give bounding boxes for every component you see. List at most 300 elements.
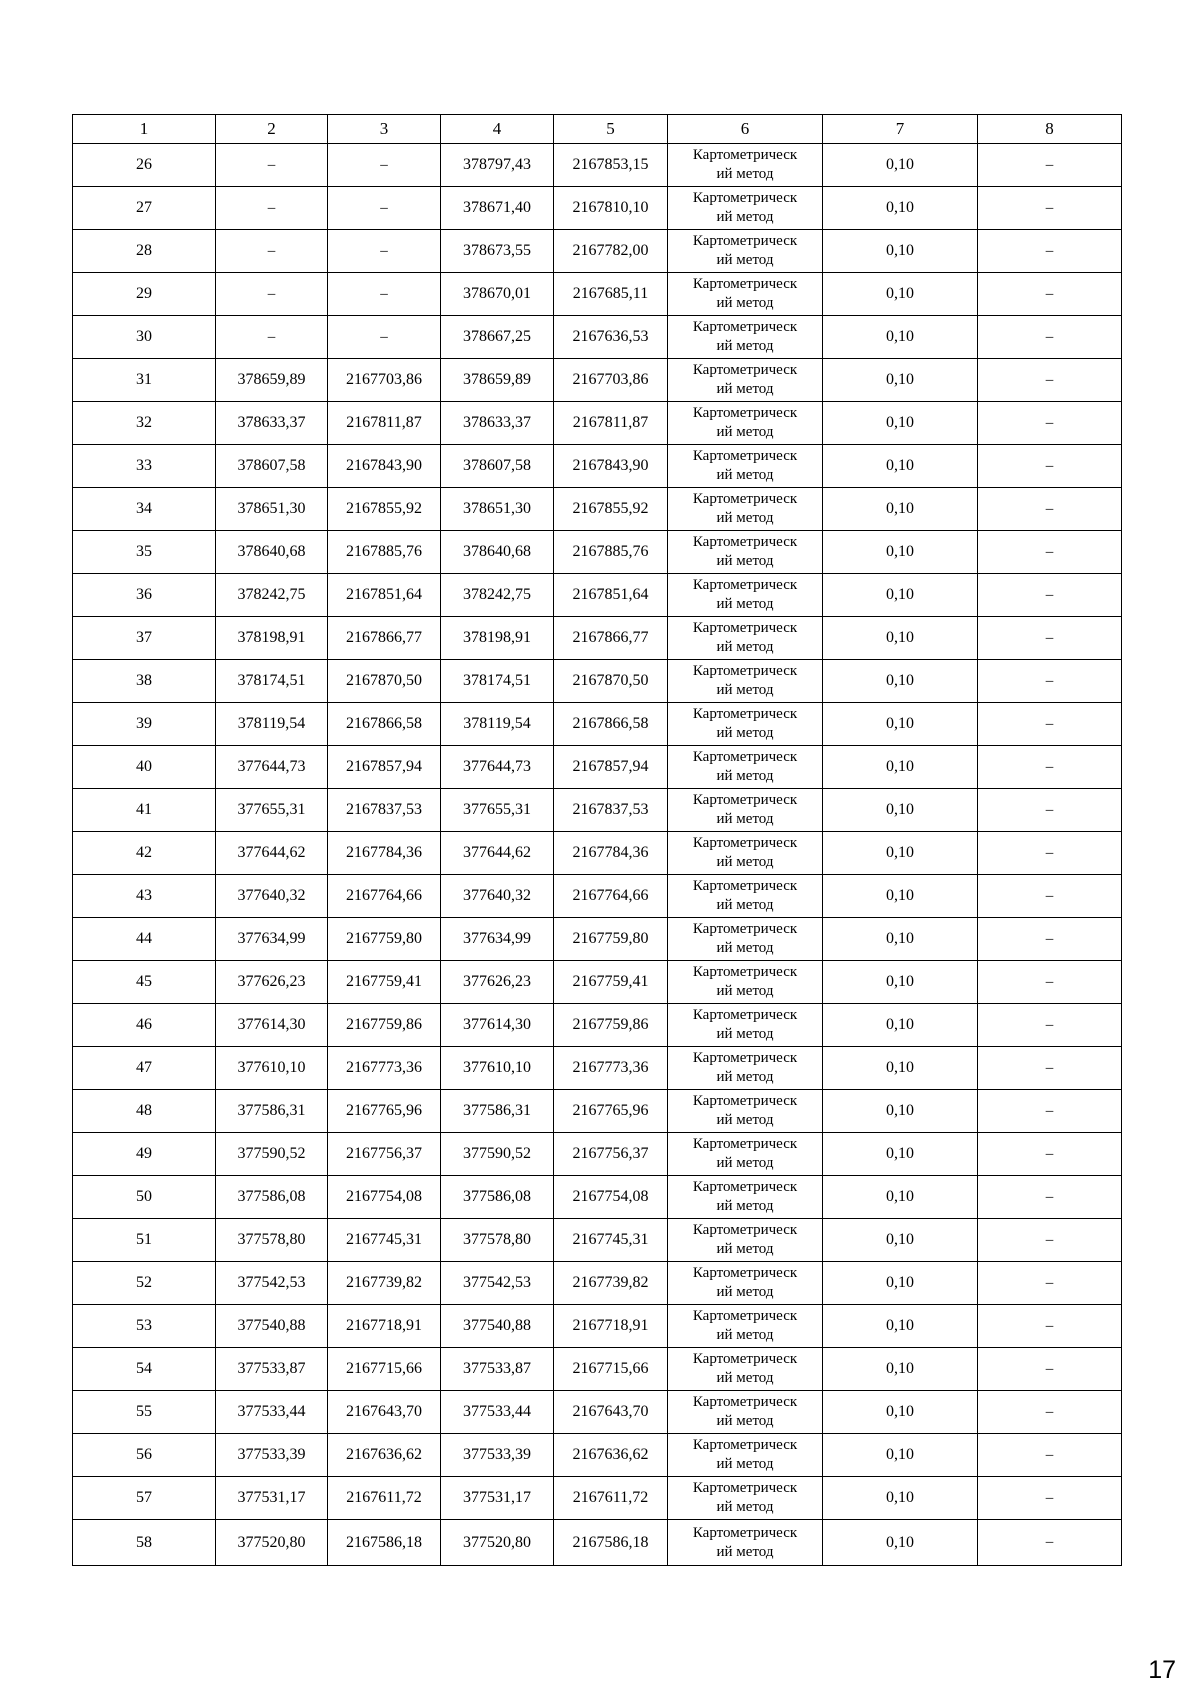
method-line-1: Картометрическ — [692, 1480, 798, 1496]
table-row — [73, 273, 1122, 316]
old-x-cell: 377520,80 — [216, 1520, 328, 1566]
new-y-cell: 2167715,66 — [554, 1348, 668, 1391]
precision-cell: 0,10 — [823, 273, 978, 316]
old-y-cell: 2167811,87 — [328, 402, 441, 445]
method-line-1: Картометрическ — [692, 1050, 798, 1066]
point-number-cell: 56 — [73, 1434, 216, 1477]
point-number-cell: 30 — [73, 316, 216, 359]
point-number-cell: 48 — [73, 1090, 216, 1133]
old-y-cell: 2167866,77 — [328, 617, 441, 660]
old-x-cell: – — [216, 230, 328, 273]
new-x-cell: 378670,01 — [441, 273, 554, 316]
column-header-6: 6 — [668, 115, 823, 144]
new-x-cell: 377610,10 — [441, 1047, 554, 1090]
new-y-cell: 2167703,86 — [554, 359, 668, 402]
old-x-cell: 378659,89 — [216, 359, 328, 402]
precision-cell: 0,10 — [823, 789, 978, 832]
table-row — [73, 531, 1122, 574]
method-cell — [668, 703, 823, 746]
method-line-2: ий метод — [716, 338, 774, 354]
new-y-cell: 2167745,31 — [554, 1219, 668, 1262]
point-number-cell: 37 — [73, 617, 216, 660]
point-number-cell: 34 — [73, 488, 216, 531]
description-cell: – — [978, 961, 1122, 1004]
old-y-cell: 2167784,36 — [328, 832, 441, 875]
method-line-1: Картометрическ — [692, 706, 798, 722]
method-line-2: ий метод — [716, 940, 774, 956]
point-number-cell: 50 — [73, 1176, 216, 1219]
method-line-2: ий метод — [716, 682, 774, 698]
old-x-cell: 378242,75 — [216, 574, 328, 617]
old-y-cell: – — [328, 144, 441, 187]
method-line-2: ий метод — [716, 768, 774, 784]
description-cell: – — [978, 1348, 1122, 1391]
point-number-cell: 47 — [73, 1047, 216, 1090]
new-x-cell: 377590,52 — [441, 1133, 554, 1176]
table-row — [73, 144, 1122, 187]
method-line-1: Картометрическ — [692, 233, 798, 249]
table-row — [73, 1090, 1122, 1133]
new-x-cell: 377540,88 — [441, 1305, 554, 1348]
new-x-cell: 378797,43 — [441, 144, 554, 187]
method-cell — [668, 1004, 823, 1047]
method-line-2: ий метод — [716, 1499, 774, 1515]
method-cell — [668, 316, 823, 359]
method-cell — [668, 660, 823, 703]
description-cell: – — [978, 402, 1122, 445]
old-y-cell: 2167764,66 — [328, 875, 441, 918]
old-x-cell: 377634,99 — [216, 918, 328, 961]
precision-cell: 0,10 — [823, 187, 978, 230]
new-y-cell: 2167685,11 — [554, 273, 668, 316]
new-y-cell: 2167759,41 — [554, 961, 668, 1004]
old-y-cell: 2167756,37 — [328, 1133, 441, 1176]
new-x-cell: 377640,32 — [441, 875, 554, 918]
description-cell: – — [978, 1391, 1122, 1434]
old-y-cell: 2167851,64 — [328, 574, 441, 617]
table-body — [73, 144, 1122, 1566]
description-cell: – — [978, 445, 1122, 488]
table-row — [73, 1133, 1122, 1176]
new-x-cell: 377533,87 — [441, 1348, 554, 1391]
precision-cell: 0,10 — [823, 1004, 978, 1047]
description-cell: – — [978, 1090, 1122, 1133]
method-line-2: ий метод — [716, 166, 774, 182]
description-cell: – — [978, 1305, 1122, 1348]
description-cell: – — [978, 617, 1122, 660]
method-cell — [668, 402, 823, 445]
description-cell: – — [978, 1047, 1122, 1090]
method-line-2: ий метод — [716, 1069, 774, 1085]
table-row — [73, 316, 1122, 359]
old-x-cell: 377610,10 — [216, 1047, 328, 1090]
old-x-cell: 377533,44 — [216, 1391, 328, 1434]
column-header-8: 8 — [978, 115, 1122, 144]
method-cell — [668, 918, 823, 961]
old-x-cell: 377586,31 — [216, 1090, 328, 1133]
table-row — [73, 746, 1122, 789]
precision-cell: 0,10 — [823, 918, 978, 961]
method-cell — [668, 617, 823, 660]
new-x-cell: 377626,23 — [441, 961, 554, 1004]
description-cell: – — [978, 1434, 1122, 1477]
method-line-1: Картометрическ — [692, 620, 798, 636]
method-line-1: Картометрическ — [692, 405, 798, 421]
new-x-cell: 377644,62 — [441, 832, 554, 875]
point-number-cell: 29 — [73, 273, 216, 316]
new-x-cell: 378671,40 — [441, 187, 554, 230]
old-x-cell: 378174,51 — [216, 660, 328, 703]
new-x-cell: 378667,25 — [441, 316, 554, 359]
old-x-cell: 378633,37 — [216, 402, 328, 445]
precision-cell: 0,10 — [823, 746, 978, 789]
precision-cell: 0,10 — [823, 875, 978, 918]
method-line-2: ий метод — [716, 1155, 774, 1171]
new-y-cell: 2167739,82 — [554, 1262, 668, 1305]
method-line-1: Картометрическ — [692, 878, 798, 894]
point-number-cell: 33 — [73, 445, 216, 488]
old-x-cell: 377626,23 — [216, 961, 328, 1004]
method-line-1: Картометрическ — [692, 1179, 798, 1195]
method-line-1: Картометрическ — [692, 362, 798, 378]
method-cell — [668, 1133, 823, 1176]
new-y-cell: 2167853,15 — [554, 144, 668, 187]
precision-cell: 0,10 — [823, 402, 978, 445]
table-row — [73, 359, 1122, 402]
precision-cell: 0,10 — [823, 488, 978, 531]
new-y-cell: 2167756,37 — [554, 1133, 668, 1176]
old-y-cell: 2167837,53 — [328, 789, 441, 832]
column-header-4: 4 — [441, 115, 554, 144]
old-y-cell: 2167765,96 — [328, 1090, 441, 1133]
old-x-cell: 377533,87 — [216, 1348, 328, 1391]
method-line-1: Картометрическ — [692, 749, 798, 765]
point-number-cell: 42 — [73, 832, 216, 875]
precision-cell: 0,10 — [823, 1434, 978, 1477]
method-line-1: Картометрическ — [692, 1308, 798, 1324]
method-cell — [668, 789, 823, 832]
table-row — [73, 703, 1122, 746]
table-row — [73, 1219, 1122, 1262]
table-row — [73, 187, 1122, 230]
precision-cell: 0,10 — [823, 1133, 978, 1176]
precision-cell: 0,10 — [823, 316, 978, 359]
method-line-1: Картометрическ — [692, 276, 798, 292]
new-x-cell: 377634,99 — [441, 918, 554, 961]
new-x-cell: 377531,17 — [441, 1477, 554, 1520]
point-number-cell: 41 — [73, 789, 216, 832]
new-y-cell: 2167866,77 — [554, 617, 668, 660]
description-cell: – — [978, 832, 1122, 875]
new-y-cell: 2167866,58 — [554, 703, 668, 746]
old-x-cell: 377644,73 — [216, 746, 328, 789]
old-x-cell: – — [216, 316, 328, 359]
precision-cell: 0,10 — [823, 230, 978, 273]
point-number-cell: 49 — [73, 1133, 216, 1176]
point-number-cell: 57 — [73, 1477, 216, 1520]
method-line-2: ий метод — [716, 510, 774, 526]
method-line-2: ий метод — [716, 1112, 774, 1128]
method-line-2: ий метод — [716, 1543, 774, 1560]
new-y-cell: 2167759,80 — [554, 918, 668, 961]
method-line-1: Картометрическ — [692, 964, 798, 980]
old-x-cell: 377531,17 — [216, 1477, 328, 1520]
method-cell — [668, 1434, 823, 1477]
method-line-1: Картометрическ — [692, 534, 798, 550]
new-y-cell: 2167773,36 — [554, 1047, 668, 1090]
precision-cell: 0,10 — [823, 1477, 978, 1520]
new-x-cell: 377533,44 — [441, 1391, 554, 1434]
method-cell — [668, 832, 823, 875]
new-x-cell: 377542,53 — [441, 1262, 554, 1305]
description-cell: – — [978, 746, 1122, 789]
method-line-2: ий метод — [716, 1327, 774, 1343]
description-cell: – — [978, 316, 1122, 359]
new-y-cell: 2167784,36 — [554, 832, 668, 875]
precision-cell: 0,10 — [823, 1047, 978, 1090]
old-x-cell: 377542,53 — [216, 1262, 328, 1305]
description-cell: – — [978, 1004, 1122, 1047]
old-x-cell: 377644,62 — [216, 832, 328, 875]
old-y-cell: 2167857,94 — [328, 746, 441, 789]
old-y-cell: – — [328, 230, 441, 273]
old-y-cell: – — [328, 187, 441, 230]
new-y-cell: 2167636,62 — [554, 1434, 668, 1477]
point-number-cell: 55 — [73, 1391, 216, 1434]
method-line-1: Картометрическ — [692, 319, 798, 335]
description-cell: – — [978, 918, 1122, 961]
method-line-2: ий метод — [716, 295, 774, 311]
new-x-cell: 378640,68 — [441, 531, 554, 574]
old-x-cell: – — [216, 187, 328, 230]
new-x-cell: 378242,75 — [441, 574, 554, 617]
old-y-cell: 2167611,72 — [328, 1477, 441, 1520]
column-header-1: 1 — [73, 115, 216, 144]
precision-cell: 0,10 — [823, 1391, 978, 1434]
old-y-cell: 2167745,31 — [328, 1219, 441, 1262]
old-y-cell: – — [328, 316, 441, 359]
old-x-cell: 377655,31 — [216, 789, 328, 832]
description-cell: – — [978, 660, 1122, 703]
point-number-cell: 40 — [73, 746, 216, 789]
old-y-cell: – — [328, 273, 441, 316]
old-x-cell: – — [216, 144, 328, 187]
old-y-cell: 2167759,80 — [328, 918, 441, 961]
old-y-cell: 2167759,41 — [328, 961, 441, 1004]
new-y-cell: 2167754,08 — [554, 1176, 668, 1219]
point-number-cell: 44 — [73, 918, 216, 961]
new-x-cell: 378119,54 — [441, 703, 554, 746]
new-y-cell: 2167811,87 — [554, 402, 668, 445]
description-cell: – — [978, 1520, 1122, 1566]
point-number-cell: 26 — [73, 144, 216, 187]
method-line-2: ий метод — [716, 209, 774, 225]
table-row — [73, 617, 1122, 660]
old-y-cell: 2167718,91 — [328, 1305, 441, 1348]
new-y-cell: 2167586,18 — [554, 1520, 668, 1566]
new-x-cell: 377533,39 — [441, 1434, 554, 1477]
description-cell: – — [978, 273, 1122, 316]
precision-cell: 0,10 — [823, 1176, 978, 1219]
table-row — [73, 832, 1122, 875]
new-y-cell: 2167636,53 — [554, 316, 668, 359]
method-cell — [668, 1477, 823, 1520]
table-row — [73, 789, 1122, 832]
description-cell: – — [978, 789, 1122, 832]
column-header-5: 5 — [554, 115, 668, 144]
table-row — [73, 402, 1122, 445]
method-line-1: Картометрическ — [692, 792, 798, 808]
point-number-cell: 38 — [73, 660, 216, 703]
new-y-cell: 2167851,64 — [554, 574, 668, 617]
old-y-cell: 2167759,86 — [328, 1004, 441, 1047]
method-cell — [668, 1305, 823, 1348]
new-x-cell: 378651,30 — [441, 488, 554, 531]
new-y-cell: 2167764,66 — [554, 875, 668, 918]
table-row — [73, 1004, 1122, 1047]
description-cell: – — [978, 187, 1122, 230]
description-cell: – — [978, 1219, 1122, 1262]
method-line-2: ий метод — [716, 596, 774, 612]
method-line-2: ий метод — [716, 983, 774, 999]
old-x-cell: 377614,30 — [216, 1004, 328, 1047]
description-cell: – — [978, 703, 1122, 746]
method-line-2: ий метод — [716, 1026, 774, 1042]
point-number-cell: 35 — [73, 531, 216, 574]
method-cell — [668, 875, 823, 918]
method-line-1: Картометрическ — [692, 577, 798, 593]
point-number-cell: 53 — [73, 1305, 216, 1348]
method-line-2: ий метод — [716, 467, 774, 483]
coordinates-table — [72, 114, 1122, 1566]
new-y-cell: 2167643,70 — [554, 1391, 668, 1434]
column-header-7: 7 — [823, 115, 978, 144]
new-x-cell: 378633,37 — [441, 402, 554, 445]
table-row — [73, 488, 1122, 531]
method-line-1: Картометрическ — [692, 835, 798, 851]
new-y-cell: 2167810,10 — [554, 187, 668, 230]
table-row — [73, 918, 1122, 961]
new-x-cell: 377655,31 — [441, 789, 554, 832]
table-row — [73, 1520, 1122, 1566]
table-row — [73, 1434, 1122, 1477]
new-y-cell: 2167843,90 — [554, 445, 668, 488]
method-line-2: ий метод — [716, 1284, 774, 1300]
method-cell — [668, 187, 823, 230]
method-line-2: ий метод — [716, 1198, 774, 1214]
old-y-cell: 2167773,36 — [328, 1047, 441, 1090]
precision-cell: 0,10 — [823, 359, 978, 402]
method-cell — [668, 1047, 823, 1090]
method-line-1: Картометрическ — [692, 1437, 798, 1453]
precision-cell: 0,10 — [823, 144, 978, 187]
method-cell — [668, 488, 823, 531]
method-line-1: Картометрическ — [692, 663, 798, 679]
coordinates-table-sheet — [72, 114, 1121, 1566]
method-line-2: ий метод — [716, 897, 774, 913]
method-line-1: Картометрическ — [692, 1265, 798, 1281]
new-y-cell: 2167857,94 — [554, 746, 668, 789]
new-x-cell: 377520,80 — [441, 1520, 554, 1566]
point-number-cell: 52 — [73, 1262, 216, 1305]
description-cell: – — [978, 574, 1122, 617]
old-x-cell: 377640,32 — [216, 875, 328, 918]
precision-cell: 0,10 — [823, 445, 978, 488]
old-x-cell: 377590,52 — [216, 1133, 328, 1176]
precision-cell: 0,10 — [823, 961, 978, 1004]
old-y-cell: 2167754,08 — [328, 1176, 441, 1219]
new-x-cell: 377586,31 — [441, 1090, 554, 1133]
description-cell: – — [978, 875, 1122, 918]
point-number-cell: 45 — [73, 961, 216, 1004]
new-y-cell: 2167885,76 — [554, 531, 668, 574]
old-y-cell: 2167866,58 — [328, 703, 441, 746]
old-y-cell: 2167636,62 — [328, 1434, 441, 1477]
table-row — [73, 1262, 1122, 1305]
method-line-2: ий метод — [716, 381, 774, 397]
description-cell: – — [978, 230, 1122, 273]
description-cell: – — [978, 144, 1122, 187]
method-cell — [668, 961, 823, 1004]
table-row — [73, 660, 1122, 703]
method-line-1: Картометрическ — [692, 1351, 798, 1367]
description-cell: – — [978, 488, 1122, 531]
precision-cell: 0,10 — [823, 574, 978, 617]
point-number-cell: 43 — [73, 875, 216, 918]
new-x-cell: 378607,58 — [441, 445, 554, 488]
table-row — [73, 961, 1122, 1004]
method-line-1: Картометрическ — [692, 1524, 798, 1541]
table-row — [73, 1391, 1122, 1434]
method-line-2: ий метод — [716, 1456, 774, 1472]
description-cell: – — [978, 1133, 1122, 1176]
column-header-3: 3 — [328, 115, 441, 144]
table-row — [73, 445, 1122, 488]
precision-cell: 0,10 — [823, 531, 978, 574]
method-line-1: Картометрическ — [692, 1007, 798, 1023]
old-y-cell: 2167703,86 — [328, 359, 441, 402]
method-line-2: ий метод — [716, 1413, 774, 1429]
table-row — [73, 1348, 1122, 1391]
old-y-cell: 2167586,18 — [328, 1520, 441, 1566]
page-number: 17 — [1148, 1656, 1176, 1684]
old-x-cell: 378119,54 — [216, 703, 328, 746]
point-number-cell: 39 — [73, 703, 216, 746]
new-y-cell: 2167765,96 — [554, 1090, 668, 1133]
table-row — [73, 230, 1122, 273]
point-number-cell: 27 — [73, 187, 216, 230]
method-line-1: Картометрическ — [692, 1222, 798, 1238]
old-x-cell: 377540,88 — [216, 1305, 328, 1348]
method-cell — [668, 1391, 823, 1434]
method-cell — [668, 273, 823, 316]
method-line-2: ий метод — [716, 1241, 774, 1257]
table-row — [73, 1477, 1122, 1520]
method-cell — [668, 1176, 823, 1219]
description-cell: – — [978, 1176, 1122, 1219]
old-x-cell: 378640,68 — [216, 531, 328, 574]
new-x-cell: 378174,51 — [441, 660, 554, 703]
description-cell: – — [978, 359, 1122, 402]
point-number-cell: 46 — [73, 1004, 216, 1047]
new-y-cell: 2167718,91 — [554, 1305, 668, 1348]
description-cell: – — [978, 1262, 1122, 1305]
description-cell: – — [978, 1477, 1122, 1520]
method-cell — [668, 230, 823, 273]
method-cell — [668, 1262, 823, 1305]
new-y-cell: 2167855,92 — [554, 488, 668, 531]
old-y-cell: 2167885,76 — [328, 531, 441, 574]
